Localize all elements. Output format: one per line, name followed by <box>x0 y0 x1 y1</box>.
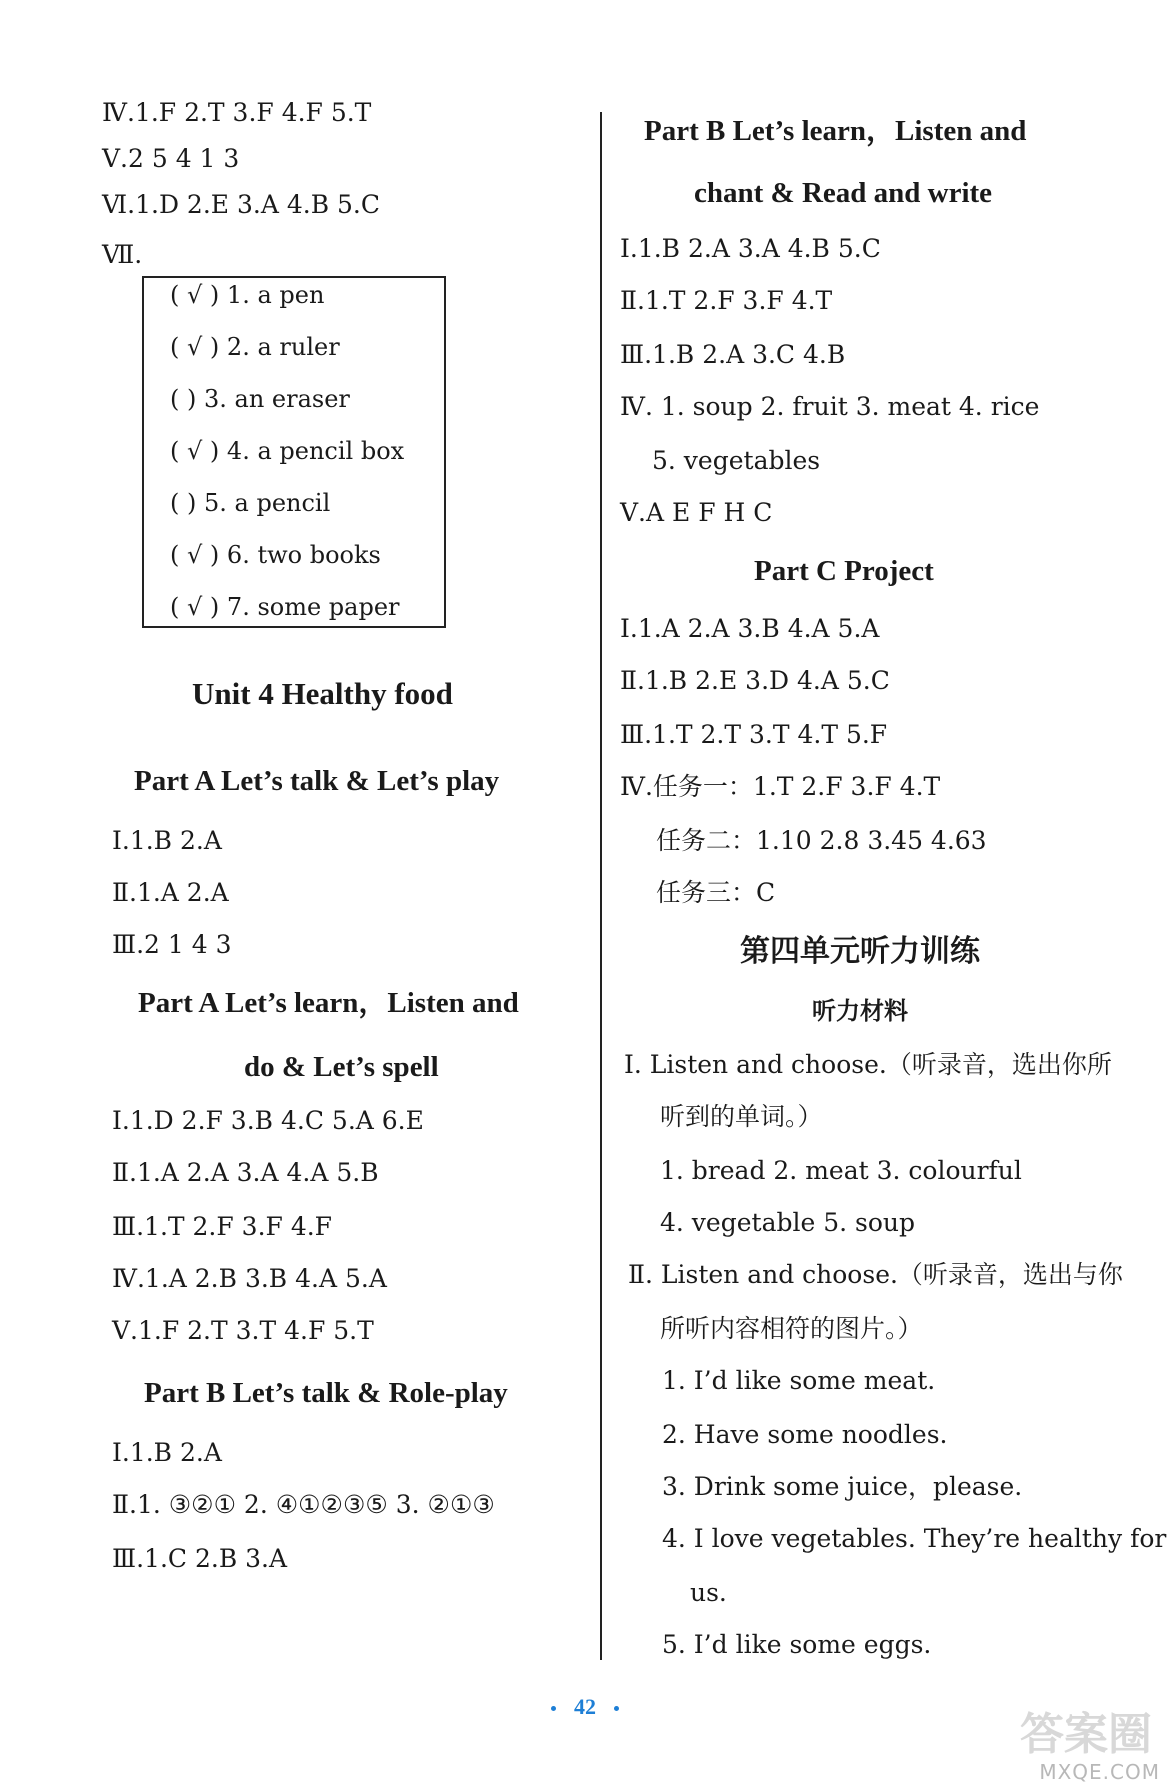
answer-line: Ⅱ.1.T 2.F 3.F 4.T <box>620 286 833 315</box>
answer-line: Ⅲ.2 1 4 3 <box>112 930 232 959</box>
answer-line: Ⅳ.1.A 2.B 3.B 4.A 5.A <box>112 1264 387 1293</box>
answer-line: Ⅲ.1.T 2.T 3.T 4.T 5.F <box>620 720 888 749</box>
transcript-line: 4. vegetable 5. soup <box>660 1208 915 1237</box>
answer-line: Ⅳ.任务一：1.T 2.F 3.F 4.T <box>620 772 941 801</box>
transcript-line: 听到的单词。） <box>660 1102 823 1131</box>
answer-line: Ⅲ.1.C 2.B 3.A <box>112 1544 288 1573</box>
section-heading: Part C Project <box>754 555 934 587</box>
answer-line: Ⅴ.1.F 2.T 3.T 4.F 5.T <box>112 1316 374 1345</box>
checklist-item: ( √ ) 7. some paper <box>170 593 400 621</box>
checklist-item: ( ) 3. an eraser <box>170 385 350 413</box>
answer-line: 任务三：C <box>656 878 776 907</box>
answer-line: 5. vegetables <box>652 446 821 475</box>
transcript-line: 3. Drink some juice，please. <box>662 1472 1023 1501</box>
checklist-item: ( √ ) 2. a ruler <box>170 333 340 361</box>
section-heading: chant & Read and write <box>694 177 993 209</box>
answer-line: Ⅰ.1.B 2.A <box>112 1438 222 1467</box>
transcript-line: Ⅱ. Listen and choose.（听录音，选出与你 <box>628 1260 1123 1289</box>
answer-line: Ⅴ.A E F H C <box>620 498 773 527</box>
answer-line: Ⅲ.1.T 2.F 3.F 4.F <box>112 1212 333 1241</box>
section-heading: Part A Let’s talk & Let’s play <box>134 765 500 797</box>
answer-line: Ⅴ.2 5 4 1 3 <box>102 144 240 173</box>
column-divider <box>600 112 602 1660</box>
section-heading: Part A Let’s learn，Listen and <box>138 987 519 1019</box>
transcript-line: 5. I’d like some eggs. <box>662 1630 932 1659</box>
answer-line: Ⅰ.1.B 2.A 3.A 4.B 5.C <box>620 234 881 263</box>
watermark-text: MXQE.COM <box>1039 1760 1160 1784</box>
answer-line: Ⅱ.1. ③②① 2. ④①②③⑤ 3. ②①③ <box>112 1490 495 1519</box>
answer-line: Ⅳ. 1. soup 2. fruit 3. meat 4. rice <box>620 392 1040 421</box>
section-heading: 第四单元听力训练 <box>740 934 980 969</box>
transcript-line: 1. I’d like some meat. <box>662 1366 936 1395</box>
transcript-line: 所听内容相符的图片。） <box>660 1314 923 1343</box>
answer-line: Ⅲ.1.B 2.A 3.C 4.B <box>620 340 846 369</box>
answer-label: Ⅶ. <box>102 240 143 269</box>
answer-line: Ⅱ.1.B 2.E 3.D 4.A 5.C <box>620 666 890 695</box>
section-subheading: 听力材料 <box>812 997 908 1025</box>
transcript-line: 4. I love vegetables. They’re healthy for <box>662 1524 1167 1553</box>
watermark-logo: 答案圈 <box>1020 1709 1152 1760</box>
answer-line: Ⅵ.1.D 2.E 3.A 4.B 5.C <box>102 190 380 219</box>
answer-line: Ⅱ.1.A 2.A <box>112 878 229 907</box>
checklist-item: ( ) 5. a pencil <box>170 489 331 517</box>
section-heading: do & Let’s spell <box>244 1051 439 1083</box>
section-heading: Part B Let’s learn，Listen and <box>644 115 1027 147</box>
transcript-line: 2. Have some noodles. <box>662 1420 948 1449</box>
answer-line: 任务二：1.10 2.8 3.45 4.63 <box>656 826 987 855</box>
bullet-dot <box>551 1706 556 1711</box>
transcript-line: us. <box>690 1578 727 1607</box>
transcript-line: Ⅰ. Listen and choose.（听录音，选出你所 <box>624 1050 1112 1079</box>
answer-line: Ⅱ.1.A 2.A 3.A 4.A 5.B <box>112 1158 379 1187</box>
checklist-item: ( √ ) 1. a pen <box>170 281 325 309</box>
answer-line: Ⅰ.1.D 2.F 3.B 4.C 5.A 6.E <box>112 1106 424 1135</box>
section-heading: Part B Let’s talk & Role-play <box>144 1377 508 1409</box>
unit-title: Unit 4 Healthy food <box>192 676 453 711</box>
checklist-item: ( √ ) 6. two books <box>170 541 381 569</box>
answer-line: Ⅳ.1.F 2.T 3.F 4.F 5.T <box>102 98 372 127</box>
transcript-line: 1. bread 2. meat 3. colourful <box>660 1156 1022 1185</box>
bullet-dot <box>614 1706 619 1711</box>
answer-line: Ⅰ.1.A 2.A 3.B 4.A 5.A <box>620 614 880 643</box>
answer-line: Ⅰ.1.B 2.A <box>112 826 222 855</box>
page-number: 42 <box>0 1694 1170 1720</box>
checklist-item: ( √ ) 4. a pencil box <box>170 437 405 465</box>
